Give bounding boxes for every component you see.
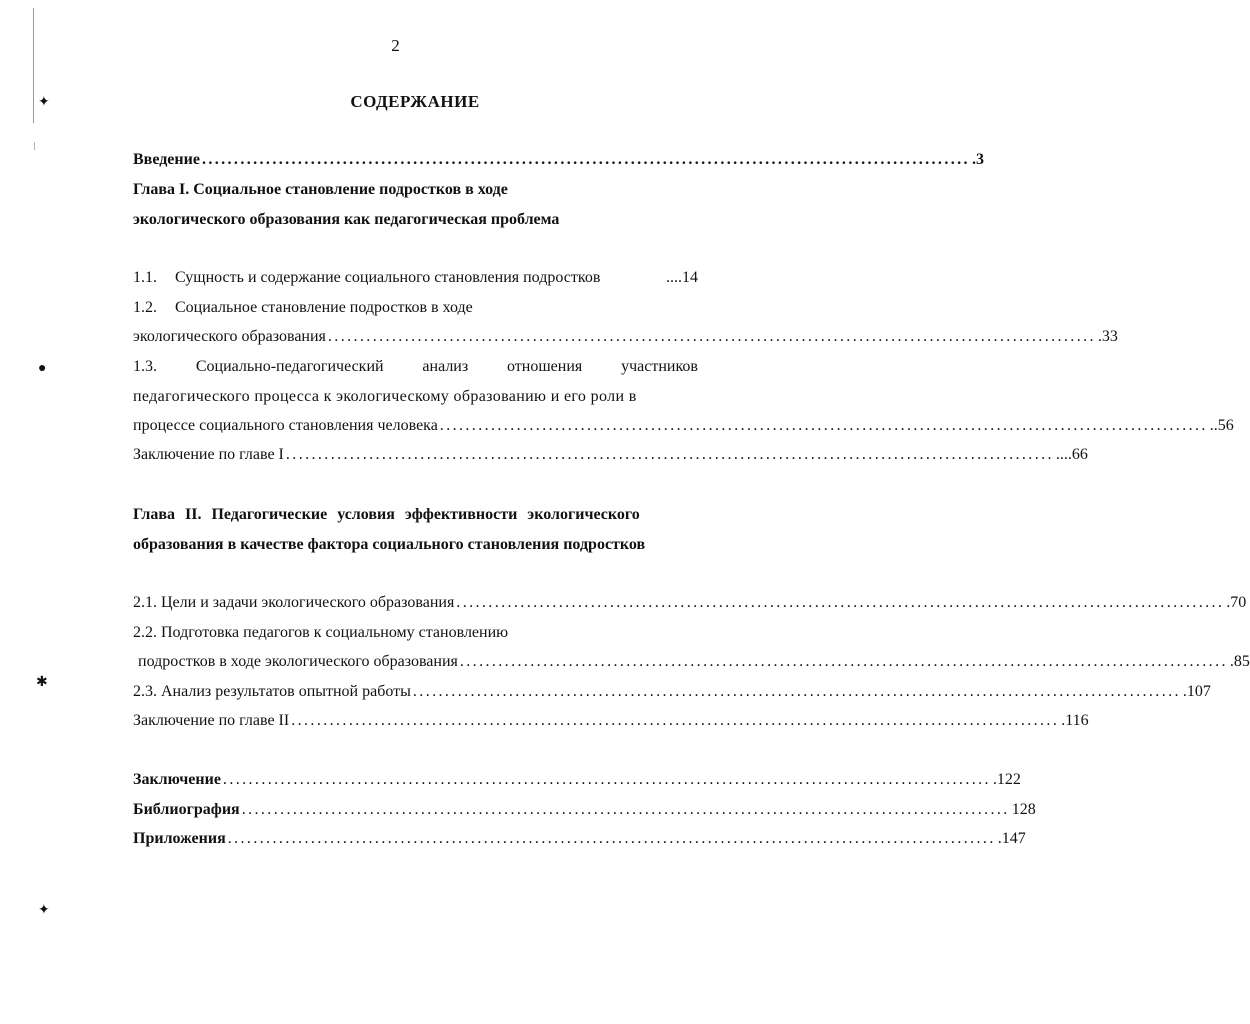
toc-entry-page: .116 xyxy=(1061,712,1089,729)
toc-leader-dots: ........................................................................................................................ xyxy=(327,328,1096,345)
toc-leader-dots: ........................................................................................................................ xyxy=(412,683,1181,700)
toc-entry-1-1 xyxy=(133,268,698,288)
toc-entry-1-3-line2: педагогического процесса к экологическому образованию и его роли в xyxy=(133,388,637,405)
toc-entry-chapter1-conclusion xyxy=(133,445,1088,465)
chapter2-title-line2: образования в качестве фактора социального становления подростков xyxy=(133,536,646,553)
toc-entry-page: .147 xyxy=(997,830,1026,847)
toc-entry-word: Социально-педагогический xyxy=(195,358,384,375)
toc-leader-dots: ........................................................................................................................ xyxy=(459,653,1228,670)
toc-entry-conclusion xyxy=(133,770,1021,790)
toc-entry-label: Сущность и содержание социального становления подростков xyxy=(175,269,601,286)
toc-entry-page: .70 xyxy=(1226,594,1247,611)
toc-entry-2-1 xyxy=(133,593,1247,613)
toc-entry-page: ....66 xyxy=(1055,446,1088,463)
scan-speck: ✦ xyxy=(38,903,50,918)
toc-entry-page: .85 xyxy=(1229,653,1250,670)
toc-entry-label: Библиография xyxy=(133,801,240,818)
toc-entry-word: участников xyxy=(621,358,698,375)
toc-entry-number: 1.1. xyxy=(133,269,157,286)
toc-entry-page: .122 xyxy=(992,771,1021,788)
toc-leader-dots: ........................................................................................................................ xyxy=(241,801,1010,818)
toc-entry-label: Заключение по главе II xyxy=(133,712,290,729)
toc-entry-label: 2.1. Цели и задачи экологического образования xyxy=(133,594,455,611)
chapter1-title-line2: экологического образования как педагогическая проблема xyxy=(133,211,560,228)
toc-entry-label: Введение xyxy=(133,151,200,168)
toc-entry-page: ....14 xyxy=(666,269,698,286)
toc-entry-page: .3 xyxy=(971,151,984,168)
toc-entry-1-2-line2 xyxy=(133,327,1118,347)
toc-leader-dots: ........................................................................................................................ xyxy=(227,830,996,847)
toc-entry-1-2-line1 xyxy=(133,298,698,318)
toc-entry-label: экологического образования xyxy=(133,328,326,345)
toc-entry-page: ..56 xyxy=(1209,417,1234,434)
scan-speck: ✱ xyxy=(36,675,48,690)
toc-entry-2-2-line1: 2.2. Подготовка педагогов к социальному становлению xyxy=(133,624,509,641)
toc-entry-page: .107 xyxy=(1182,683,1211,700)
toc-entry-page: 128 xyxy=(1011,801,1036,818)
page-number: 2 xyxy=(391,36,400,55)
page-title: СОДЕРЖАНИЕ xyxy=(350,92,480,111)
toc-entry-label: Заключение xyxy=(133,771,221,788)
toc-entry-label: процессе социального становления человека xyxy=(133,417,438,434)
toc-leader-dots: ........................................................................................................................ xyxy=(222,771,991,788)
toc-entry-1-3-line3 xyxy=(133,416,1234,436)
toc-entry-appendices xyxy=(133,829,1026,849)
scan-edge-tick xyxy=(34,142,35,150)
toc-entry-bibliography xyxy=(133,800,1036,820)
toc-entry-label: Заключение по главе I xyxy=(133,446,284,463)
toc-entry-word: отношения xyxy=(507,358,583,375)
toc-entry-page: .33 xyxy=(1097,328,1118,345)
toc-entry-chapter2-conclusion xyxy=(133,711,1089,731)
toc-entry-label: Приложения xyxy=(133,830,226,847)
toc-entry-number: 1.3. xyxy=(133,358,157,375)
chapter2-title-line1: Глава II. Педагогические условия эффективности экологического xyxy=(133,506,640,523)
chapter1-title-line1: Глава I. Социальное становление подростков в ходе xyxy=(133,181,508,198)
scan-speck: ● xyxy=(38,361,47,376)
toc-entry-label: подростков в ходе экологического образования xyxy=(138,653,458,670)
toc-entry-2-2-line2 xyxy=(138,652,1250,672)
toc-entry-label: Социальное становление подростков в ходе xyxy=(175,299,473,316)
toc-entry-label: 2.3. Анализ результатов опытной работы xyxy=(133,683,411,700)
toc-leader-dots: ........................................................................................................................ xyxy=(201,151,970,168)
toc-entry-2-3 xyxy=(133,682,1211,702)
scan-speck: ✦ xyxy=(38,95,50,110)
toc-leader-dots: ........................................................................................................................ xyxy=(285,446,1054,463)
toc-leader-dots: ........................................................................................................................ xyxy=(439,417,1208,434)
toc-entry-word: анализ xyxy=(422,358,469,375)
toc-leader-dots: ........................................................................................................................ xyxy=(291,712,1060,729)
toc-entry-number: 1.2. xyxy=(133,299,157,316)
toc-entry-1-3-line1 xyxy=(133,357,698,377)
toc-entry-intro xyxy=(133,150,984,170)
toc-leader-dots: ........................................................................................................................ xyxy=(456,594,1225,611)
